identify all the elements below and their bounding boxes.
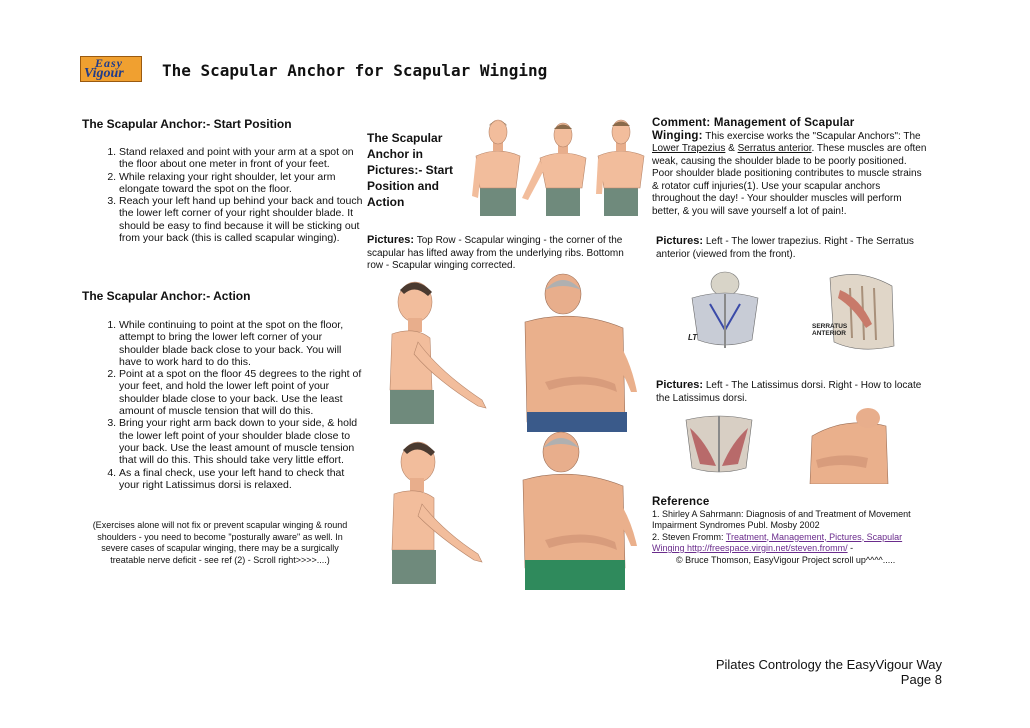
reference-block — [652, 496, 928, 566]
start-step: 2. While relaxing your right shoulder, let your arm elongate toward the spot on the floor. — [119, 171, 365, 196]
action-step: 3. Bring your right arm back down to your side, & hold the lower left point of your shoulder blade close to your back. Use the least amount of muscle tension that will do this. This should take very little effort. — [119, 417, 365, 466]
man-figure-1 — [472, 120, 520, 216]
side-view-photo-top — [370, 272, 490, 432]
pictures-caption-1: Pictures: Left - The lower trapezius. Right - The Serratus anterior (viewed from the front). — [656, 235, 914, 260]
start-step: 1. Stand relaxed and point with your arm at a spot on the floor about one meter in front of your feet. — [119, 146, 365, 171]
lower-trapezius-term: Lower Trapezius — [652, 143, 726, 154]
page-title: The Scapular Anchor for Scapular Winging — [162, 61, 548, 80]
page-footer — [640, 657, 942, 687]
lt-label: LT — [688, 333, 698, 342]
serratus-anterior-illustration — [810, 268, 900, 356]
comment-title-2: Winging: — [652, 129, 703, 142]
reference-1: 1. Shirley A Sahrmann: Diagnosis of and Treatment of Movement Impairment Syndromes Publ. Mosby 2002 — [652, 508, 911, 530]
back-view-photo-top — [505, 272, 645, 432]
back-view-photo-bottom — [505, 428, 645, 593]
lower-trapezius-illustration — [680, 270, 770, 356]
action-step: 2. Point at a spot on the floor 45 degrees to the right of your feet, and hold the lower left point of your shoulder blade close to your back. Use the least amount of muscle tension that will do this. — [119, 368, 365, 417]
latissimus-dorsi-illustration — [676, 412, 762, 476]
easyvigour-logo: Easy Vigour — [80, 56, 142, 82]
start-step: 3. Reach your left hand up behind your back and touch the lower left corner of your right shoulder blade. It should be easy to find because it will be sticking out from your back (this is called scapular winging). — [119, 195, 365, 244]
reference-2: 2. Steven Fromm: Treatment, Management, Pictures, Scapular Winging http://freespace.virgin.net/steven.fromm/ - — [652, 531, 903, 553]
start-position-heading: The Scapular Anchor:- Start Position — [82, 117, 292, 131]
man-figure-2 — [522, 123, 586, 216]
middle-caption: Pictures: Top Row - Scapular winging - the corner of the scapular has lifted away from the underlying ribs. Bottomn row - Scapular winging corrected. — [367, 234, 624, 271]
comment-title: Comment: Management of Scapular — [652, 117, 855, 129]
reference-heading: Reference — [652, 496, 710, 508]
winging-photos-top — [466, 116, 646, 216]
steven-fromm-link[interactable]: Treatment, Management, Pictures, Scapular Winging http://freespace.virgin.net/steven.fromm/ — [652, 531, 903, 553]
serratus-anterior-term: Serratus anterior — [737, 143, 812, 154]
action-steps-list — [83, 319, 365, 491]
action-heading: The Scapular Anchor:- Action — [82, 289, 251, 303]
serratus-label-2: ANTERIOR — [812, 330, 846, 337]
locate-latissimus-photo — [806, 406, 892, 484]
copyright-credit: © Bruce Thomson, EasyVigour Project scroll up^^^^..... — [676, 554, 896, 565]
pictures-caption-2: Pictures: Left - The Latissimus dorsi. Right - How to locate the Latissimus dorsi. — [656, 379, 922, 404]
action-step: 4. As a final check, use your left hand to check that your right Latissimus dorsi is relaxed. — [119, 467, 365, 492]
footer-title: Pilates Contrology the EasyVigour Way — [715, 657, 942, 672]
serratus-label-1: SERRATUS — [812, 323, 848, 330]
posture-note: (Exercises alone will not fix or prevent scapular winging & round shoulders - you need to become "posturally aware" as well. In severe cases of scapular winging, there may be a surgically treatable nerve deficit - see ref (2) - Scroll right>>>>....) — [92, 520, 348, 565]
action-step: 1. While continuing to point at the spot on the floor, attempt to bring the lower left corner of your shoulder blade back close to your back. You will have to work hard to do this. — [119, 319, 365, 368]
side-view-photo-bottom — [370, 432, 490, 592]
man-figure-3 — [596, 120, 644, 216]
comment-block: Comment: Management of Scapular Winging: This exercise works the "Scapular Anchors": The Lower Trapezius & Serratus anterior. These muscles are often weak, causing the shoulder blade to be poorly positioned. Poor shoulder blade positioning contributes to muscle strains & rotator cuff injuries(1). Use your scapular anchors throughout the day! - Your shoulder muscles will perform better, & you will save yourself a lot of pain!. — [652, 117, 927, 217]
start-steps-list — [83, 146, 365, 244]
page-number: Page 8 — [900, 672, 942, 687]
pictures-heading: The Scapular Anchor in Pictures:- Start Position and Action — [367, 131, 454, 209]
